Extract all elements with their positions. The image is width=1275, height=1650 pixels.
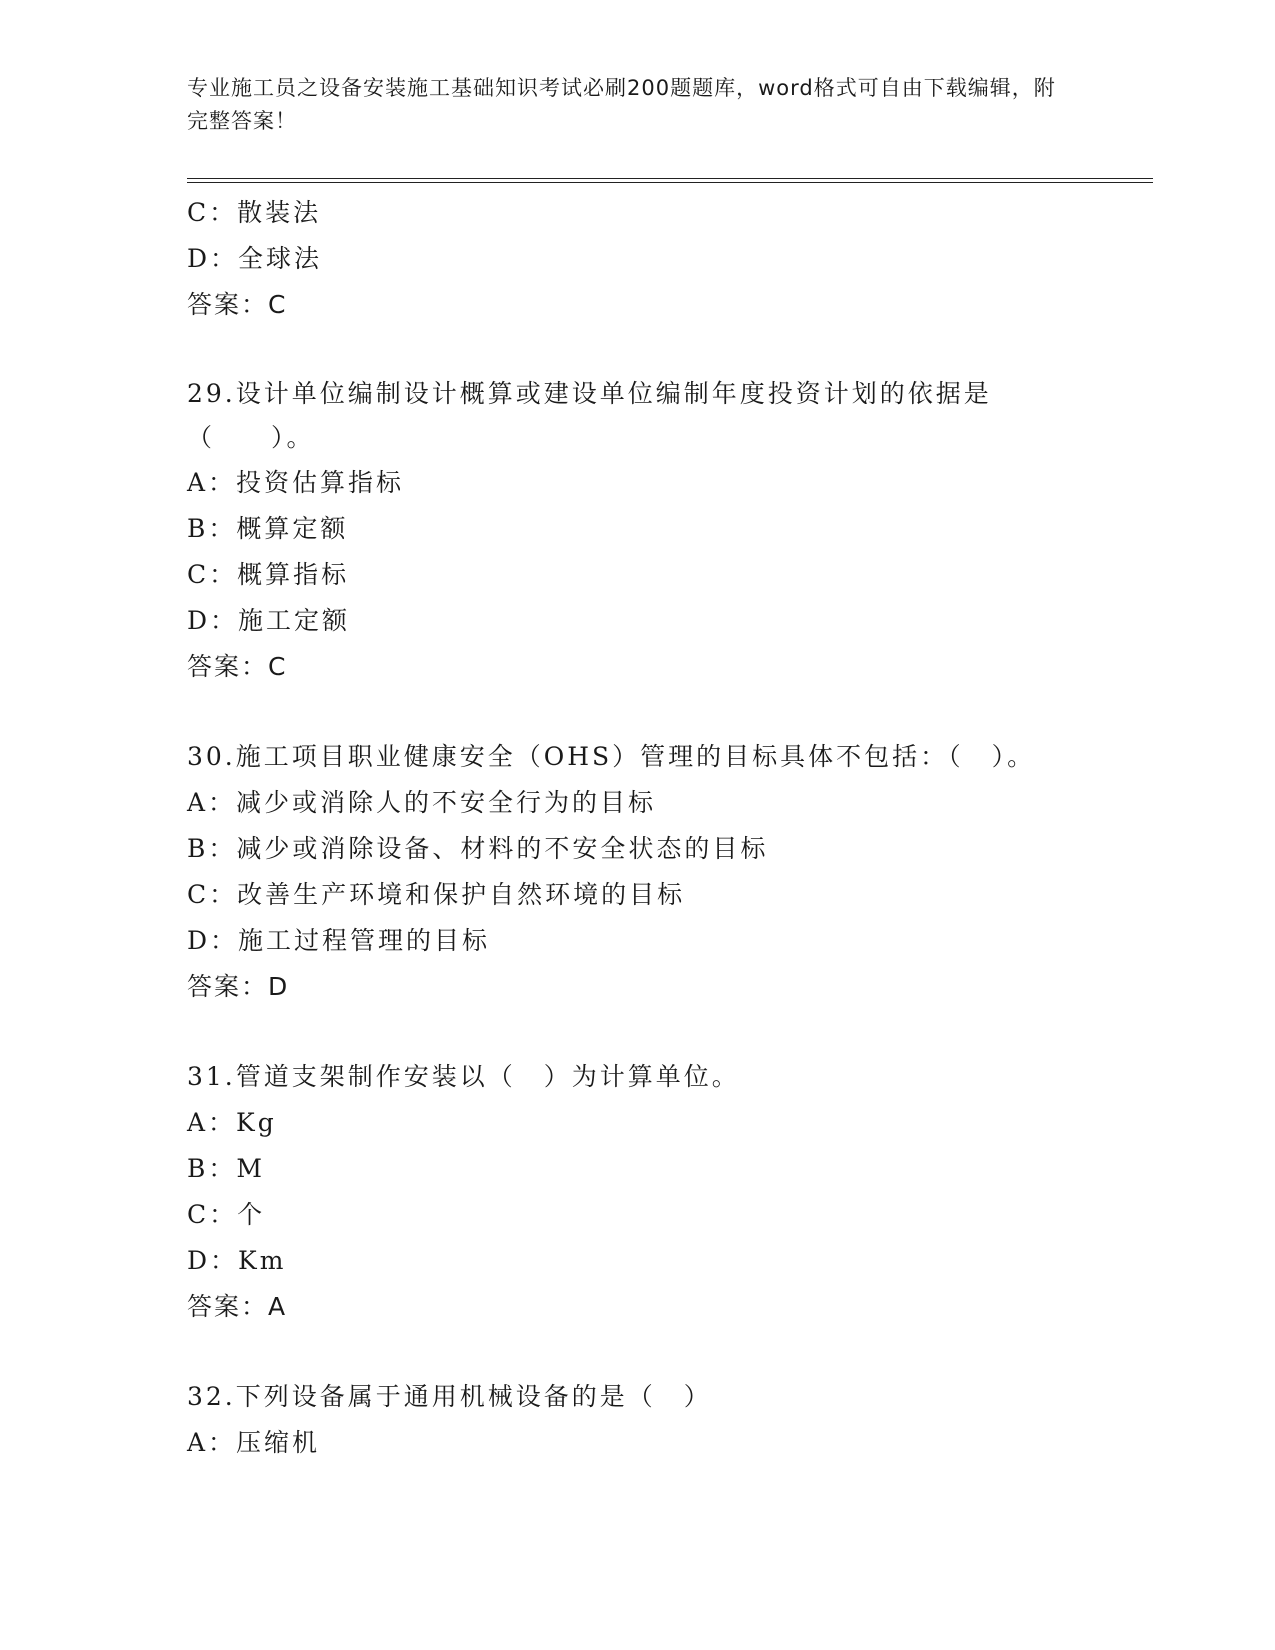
question-31: [187, 1054, 1087, 1330]
question-32: [187, 1374, 1087, 1466]
page-title: 专业施工员之设备安装施工基础知识考试必刷200题题库，word格式可自由下载编辑，附完整答案！: [187, 76, 1056, 133]
option-d: D：全球法: [187, 244, 323, 273]
option-d: D：Km: [187, 1246, 287, 1275]
option-a: A：投资估算指标: [187, 468, 405, 497]
answer: 答案：C: [187, 290, 288, 319]
option-a: A：减少或消除人的不安全行为的目标: [187, 788, 657, 817]
option-d: D：施工过程管理的目标: [187, 926, 491, 955]
question-text: 32.下列设备属于通用机械设备的是（ ）: [187, 1382, 712, 1411]
option-c: C：改善生产环境和保护自然环境的目标: [187, 880, 686, 909]
option-b: B：减少或消除设备、材料的不安全状态的目标: [187, 834, 769, 863]
header-divider: [187, 178, 1153, 183]
option-d: D：施工定额: [187, 606, 351, 635]
option-a: A：Kg: [187, 1108, 277, 1137]
question-30: [187, 734, 1087, 1010]
option-c: C：散装法: [187, 198, 322, 227]
option-c: C：概算指标: [187, 560, 350, 589]
option-b: B：概算定额: [187, 514, 349, 543]
answer: 答案：A: [187, 1292, 288, 1321]
question-text: 29.设计单位编制设计概算或建设单位编制年度投资计划的依据是（ ）。: [187, 379, 992, 452]
question-text: 30.施工项目职业健康安全（OHS）管理的目标具体不包括：（ ）。: [187, 742, 1036, 771]
option-b: B：M: [187, 1154, 265, 1183]
question-29: [187, 372, 1087, 690]
option-c: C：个: [187, 1200, 266, 1229]
page-header: [187, 72, 1067, 138]
document-body: [187, 190, 1087, 1466]
question-text: 31.管道支架制作安装以（ ）为计算单位。: [187, 1062, 740, 1091]
answer: 答案：C: [187, 652, 288, 681]
option-a: A：压缩机: [187, 1428, 321, 1457]
answer: 答案：D: [187, 972, 290, 1001]
question-28-fragment: [187, 190, 1087, 328]
